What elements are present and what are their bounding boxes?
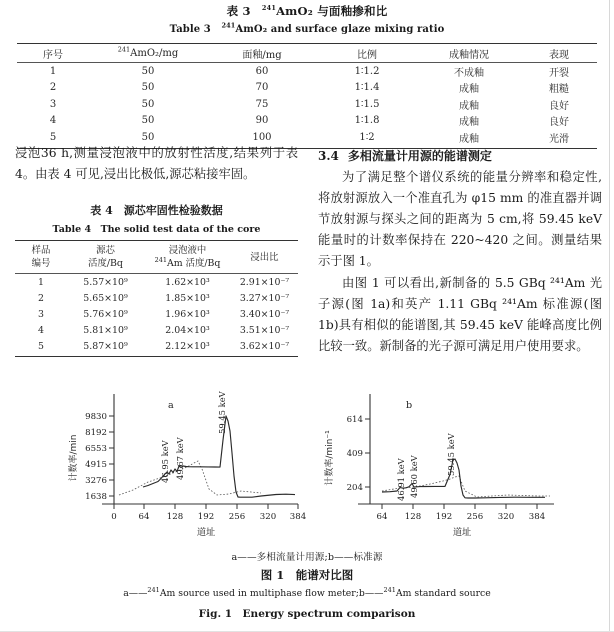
cell: 1 xyxy=(38,276,44,288)
cell: 75 xyxy=(255,98,269,110)
left-column-paragraph: 浸泡36 h,测量浸泡液中的放射性活度,结果列于表 4。由表 4 可见,浸出比极低,源芯粘接牢固。 xyxy=(15,146,298,181)
chart-b-yticklabels xyxy=(347,415,364,493)
section-heading xyxy=(318,147,603,164)
table4-col-core xyxy=(67,241,144,274)
cell: 1.85×10³ xyxy=(165,292,210,304)
cell: 1∶2 xyxy=(317,129,417,148)
cell: 2.12×10³ xyxy=(144,338,231,357)
svg-text:256: 256 xyxy=(228,512,246,522)
cell: 良好 xyxy=(549,100,569,112)
table4-header-row xyxy=(15,241,298,274)
table3-col-appearance: 表现 xyxy=(521,44,597,63)
table4-col-leachate-l1: 浸泡液中 xyxy=(168,245,207,256)
table3 xyxy=(17,43,597,149)
table4-body xyxy=(15,274,298,357)
section-paragraph-2: 由图 1 可以看出,新制备的 5.5 GBq ²⁴¹Am 光子源(图 1a)和英产 1.11 GBq ²⁴¹Am 标准源(图 1b)具有相似的能谱图,其 59.45 keV 能峰高度比例比较一致。新制备的光子源可满足用户使用要求。 xyxy=(318,276,602,353)
svg-text:128: 128 xyxy=(166,512,184,522)
section-heading-text: 多相流量计用源的能谱测定 xyxy=(347,149,492,163)
chart-b-series-main xyxy=(382,459,545,498)
table3-title-en-text: AmO₂ and surface glaze mixing ratio xyxy=(235,24,445,35)
svg-text:192: 192 xyxy=(197,512,215,522)
svg-text:8192: 8192 xyxy=(85,428,107,438)
cell: 1.62×10³ xyxy=(165,276,210,288)
cell: 2 xyxy=(38,292,44,304)
cell: 50 xyxy=(141,98,155,110)
figure-note-en-a-sup: 241 xyxy=(147,585,160,594)
cell: 5.81×10⁹ xyxy=(83,324,128,336)
cell: 100 xyxy=(207,129,317,148)
chart-b-series-dotted xyxy=(382,476,550,497)
cell: 不成釉 xyxy=(454,67,484,79)
table-row xyxy=(15,290,298,306)
chart-a-axes xyxy=(102,394,298,509)
cell: 良好 xyxy=(549,117,569,129)
figure-note-en-b-text: Am standard source xyxy=(395,588,491,599)
figure-caption-cn: 图 1 能谱对比图 xyxy=(260,568,354,582)
table3-col-amo2-text: AmO₂/mg xyxy=(130,47,179,59)
cell: 3.62×10⁻⁷ xyxy=(231,338,298,357)
chart-b-panel-label: b xyxy=(406,400,413,411)
cell: 光滑 xyxy=(521,129,597,148)
chart-a-annotation-0: 46.95 keV xyxy=(160,440,170,483)
svg-text:64: 64 xyxy=(138,512,150,522)
table4-col-leachate-sup: 241 xyxy=(154,255,167,264)
chart-b-xticklabels xyxy=(377,512,546,522)
table-row xyxy=(15,338,298,357)
chart-panel-b xyxy=(318,388,568,538)
chart-b-annotation-2: 59.45 keV xyxy=(446,433,456,476)
table3-col-amo2-sup: 241 xyxy=(117,45,131,54)
svg-text:614: 614 xyxy=(346,415,363,425)
cell: 成釉 xyxy=(459,117,479,129)
figure-note-en-b-sup: 241 xyxy=(383,585,396,594)
table4-col-sample xyxy=(15,241,67,274)
table-row xyxy=(17,63,597,80)
cell: 3.51×10⁻⁷ xyxy=(239,324,290,336)
chart-b-svg xyxy=(318,388,568,538)
cell: 70 xyxy=(255,82,269,94)
table3-body xyxy=(17,63,597,149)
chart-b-annotation-1: 49.60 keV xyxy=(409,455,419,498)
table4-col-sample-l2: 编号 xyxy=(31,258,51,269)
cell: 3.40×10⁻⁷ xyxy=(239,308,290,320)
chart-a-xticklabels xyxy=(111,512,306,522)
cell: 5.76×10⁹ xyxy=(83,308,128,320)
table4-col-leachate xyxy=(144,241,231,274)
svg-text:409: 409 xyxy=(346,449,363,459)
cell: 1 xyxy=(49,65,57,77)
table4-col-ratio xyxy=(231,241,298,274)
cell: 1∶1.5 xyxy=(354,98,380,110)
svg-text:204: 204 xyxy=(346,483,363,493)
cell: 50 xyxy=(89,129,207,148)
svg-text:128: 128 xyxy=(404,512,422,522)
table3-title-en xyxy=(0,21,614,35)
table3-title-en-sup: 241 xyxy=(221,21,236,30)
cell: 4 xyxy=(49,115,57,127)
table3-title-en-prefix: Table 3 xyxy=(169,24,211,35)
cell: 5 xyxy=(17,129,89,148)
cell: 成釉 xyxy=(459,100,479,112)
cell: 1.96×10³ xyxy=(165,308,210,320)
table3-header-row xyxy=(17,44,597,63)
cell: 50 xyxy=(141,82,155,94)
table-row xyxy=(15,322,298,338)
svg-text:192: 192 xyxy=(435,512,453,522)
table3-title-cn-sup: 241 xyxy=(261,4,277,13)
cell: 60 xyxy=(255,65,269,77)
table4-title-cn: 表 4 源芯牢固性检验数据 xyxy=(90,204,223,217)
cell: 2.04×10³ xyxy=(165,324,210,336)
svg-text:4915: 4915 xyxy=(85,460,107,470)
figure-1 xyxy=(0,388,614,632)
table4-col-leachate-l2-text: Am 活度/Bq xyxy=(166,258,221,269)
svg-text:64: 64 xyxy=(376,512,388,522)
section-paragraph-1: 为了满足整个谱仪系统的能量分辨率和稳定性,将放射源放入一个准直孔为 φ15 mm 的准直器并调节放射源与探头之间的距离为 5 cm,将 59.45 keV 能量时的计数率保持在 220~420 之间。测量结果示于图 1。 xyxy=(318,170,602,268)
cell: 成釉 xyxy=(417,129,521,148)
chart-b-xlabel: 道址 xyxy=(452,527,472,538)
section-number: 3.4 xyxy=(318,149,339,163)
svg-text:384: 384 xyxy=(289,512,307,522)
cell: 2 xyxy=(49,82,57,94)
cell: 3 xyxy=(49,98,57,110)
figure-caption-en: Fig. 1 Energy spectrum comparison xyxy=(198,608,416,620)
chart-b-annotations xyxy=(396,432,456,501)
cell: 1∶1.4 xyxy=(354,82,380,94)
cell: 50 xyxy=(141,65,155,77)
chart-a-annotation-2: 59.45 keV xyxy=(217,391,227,434)
table3-title-cn xyxy=(0,3,614,19)
svg-text:256: 256 xyxy=(466,512,484,522)
svg-text:3276: 3276 xyxy=(85,476,107,486)
cell: 粗糙 xyxy=(549,84,569,96)
chart-b-ylabel: 计数率/min⁻¹ xyxy=(325,430,335,486)
svg-text:0: 0 xyxy=(111,512,117,522)
cell: 3 xyxy=(38,308,44,320)
cell: 5.65×10⁹ xyxy=(83,292,128,304)
table3-col-glaze: 面釉/mg xyxy=(207,44,317,63)
svg-text:6553: 6553 xyxy=(85,444,107,454)
table4-col-sample-l1: 样品 xyxy=(31,245,51,256)
table3-col-ratio: 比例 xyxy=(317,44,417,63)
table-row xyxy=(15,306,298,322)
cell: 2.91×10⁻⁷ xyxy=(239,276,290,288)
table3-col-status: 成釉情况 xyxy=(417,44,521,63)
svg-text:384: 384 xyxy=(528,512,546,522)
table3-col-序号: 序号 xyxy=(17,44,89,63)
table-row xyxy=(17,80,597,97)
chart-a-series-dotted xyxy=(119,461,261,495)
cell: 4 xyxy=(38,324,44,336)
table4-col-ratio-label: 浸出比 xyxy=(250,251,279,263)
table4-col-core-l1: 源芯 xyxy=(96,245,115,256)
table4-title-en: Table 4 The solid test data of the core xyxy=(52,224,261,235)
chart-a-yticklabels xyxy=(85,412,107,502)
cell: 5 xyxy=(15,338,67,357)
cell: 开裂 xyxy=(549,67,569,79)
chart-a-xlabel: 道址 xyxy=(196,527,216,538)
chart-panel-a xyxy=(62,388,312,538)
cell: 成釉 xyxy=(459,84,479,96)
svg-text:1638: 1638 xyxy=(85,492,107,502)
figure-note-en-a-text: Am source used in multiphase flow meter;b—— xyxy=(159,588,384,599)
chart-a-annotation-1: 49.67 keV xyxy=(175,437,185,480)
svg-text:320: 320 xyxy=(259,512,277,522)
table-row xyxy=(17,96,597,113)
chart-a-svg xyxy=(62,388,312,538)
table3-col-amo2 xyxy=(89,44,207,63)
table4-col-leachate-l2 xyxy=(144,257,231,270)
chart-a-panel-label: a xyxy=(168,400,174,411)
cell: 90 xyxy=(255,115,269,127)
cell: 5.87×10⁹ xyxy=(67,338,144,357)
table3-title-cn-prefix: 表 3 xyxy=(226,4,251,18)
cell: 50 xyxy=(141,115,155,127)
table4-col-core-l2: 活度/Bq xyxy=(88,258,123,269)
table-row xyxy=(17,113,597,130)
svg-text:9830: 9830 xyxy=(85,412,107,422)
cell: 3.27×10⁻⁷ xyxy=(239,292,290,304)
chart-b-annotation-0: 46.91 keV xyxy=(396,458,406,501)
cell: 5.57×10⁹ xyxy=(83,276,128,288)
figure-note-en xyxy=(0,585,614,599)
cell: 1∶1.2 xyxy=(354,65,380,77)
figure-note-cn: a——多相流量计用源;b——标准源 xyxy=(231,552,383,563)
chart-a-ylabel: 计数率/min xyxy=(69,434,79,482)
table3-title-cn-text: AmO₂ 与面釉掺和比 xyxy=(276,4,388,18)
table4 xyxy=(15,240,298,357)
cell: 1∶1.8 xyxy=(354,115,380,127)
svg-text:320: 320 xyxy=(497,512,515,522)
figure-note-en-a: a—— xyxy=(123,588,148,599)
table-row xyxy=(15,274,298,291)
